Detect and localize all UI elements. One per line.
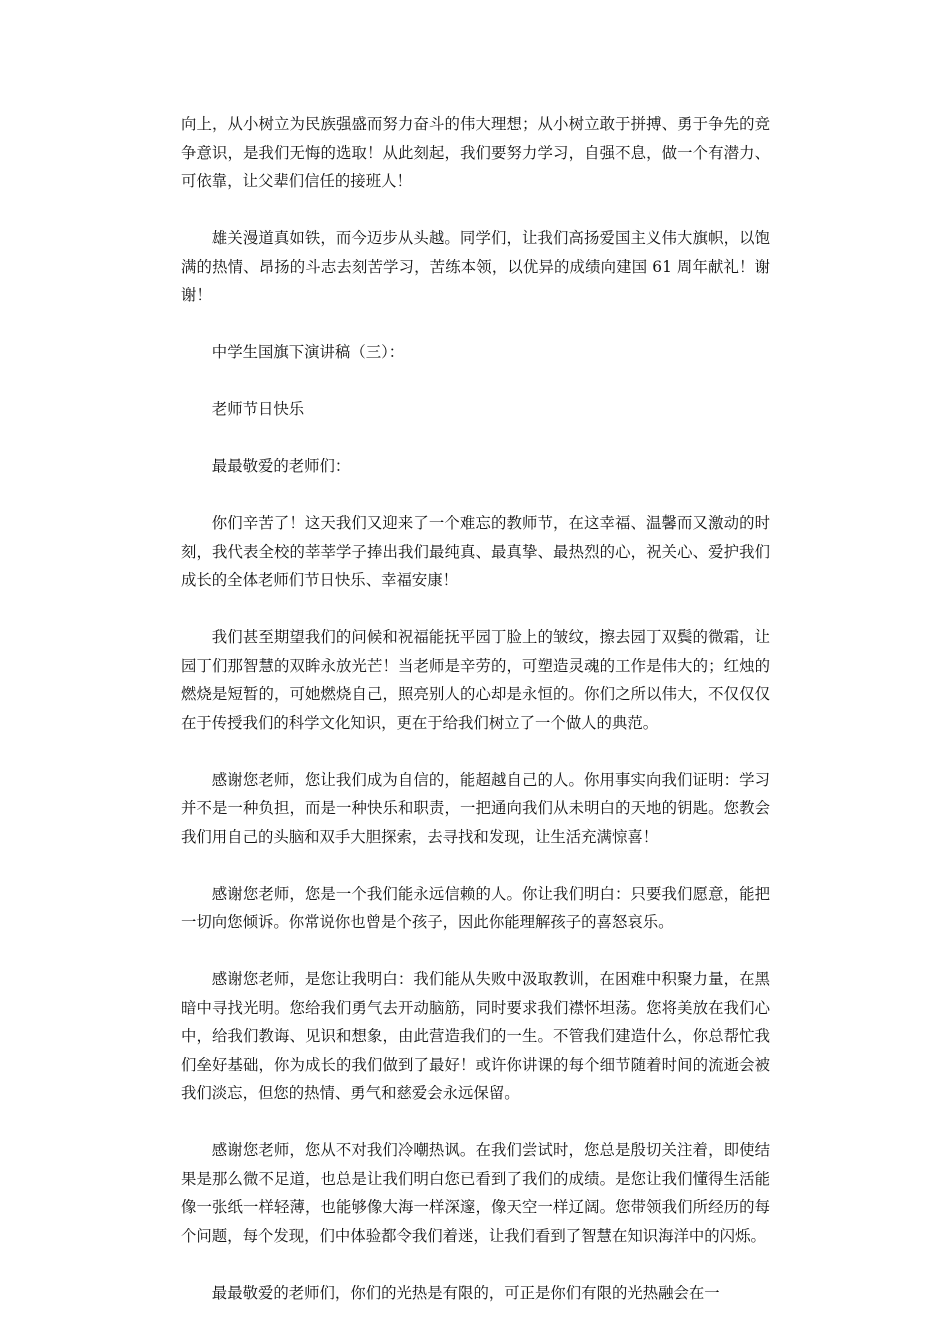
salutation: 最最敬爱的老师们： — [211, 457, 351, 475]
document-page — [181, 110, 770, 1307]
paragraph-final-truncated: 最最敬爱的老师们，你们的光热是有限的，可正是你们有限的光热融会在一 — [211, 1283, 720, 1302]
paragraph-closing-remarks: 雄关漫道真如铁，而今迈步从头越。同学们，让我们高扬爱国主义伟大旗帜，以饱满的热情、昂扬的斗志去刻苦学习，苦练本领，以优异的成绩向建国 61 周年献礼！谢谢！ — [181, 229, 770, 304]
paragraph-greeting: 你们辛苦了！这天我们又迎来了一个难忘的教师节，在这幸福、温馨而又激动的时刻，我代表全校的莘莘学子捧出我们最纯真、最真挚、最热烈的心，祝关心、爱护我们成长的全体老师们节日快乐、幸福安康！ — [181, 514, 770, 589]
section-heading: 中学生国旗下演讲稿（三）： — [211, 343, 405, 361]
paragraph-wishes: 我们甚至期望我们的问候和祝福能抚平园丁脸上的皱纹，擦去园丁双鬓的微霜，让园丁们那智慧的双眸永放光芒！当老师是辛劳的，可塑造灵魂的工作是伟大的；红烛的燃烧是短暂的，可她燃烧自己，照亮别人的心却是永恒的。你们之所以伟大，不仅仅仅在于传授我们的科学文化知识，更在于给我们树立了一个做人的典范。 — [181, 628, 770, 732]
paragraph-continuation: 向上，从小树立为民族强盛而努力奋斗的伟大理想；从小树立敢于拼搏、勇于争先的竞争意识，是我们无悔的选取！从此刻起，我们要努力学习，自强不息，做一个有潜力、可依靠，让父辈们信任的接班人！ — [181, 115, 770, 190]
speech-title: 老师节日快乐 — [211, 400, 305, 418]
paragraph-thanks-confidence: 感谢您老师，您让我们成为自信的，能超越自己的人。你用事实向我们证明：学习并不是一种负担，而是一种快乐和职责，一把通向我们从未明白的天地的钥匙。您教会我们用自己的头脑和双手大胆探索，去寻找和发现，让生活充满惊喜！ — [181, 770, 770, 846]
paragraph-thanks-trust: 感谢您老师，您是一个我们能永远信赖的人。你让我们明白：只要我们愿意，能把一切向您倾诉。你常说你也曾是个孩子，因此你能理解孩子的喜怒哀乐。 — [181, 884, 770, 931]
paragraph-thanks-lessons: 感谢您老师，是您让我明白：我们能从失败中汲取教训，在困难中积聚力量，在黑暗中寻找光明。您给我们勇气去开动脑筋，同时要求我们襟怀坦荡。您将美放在我们心中，给我们教诲、见识和想象，由此营造我们的一生。不管我们建造什么，你总帮忙我们垒好基础，你为成长的我们做到了最好！或许你讲课的每个细节随着时间的流逝会被我们淡忘，但您的热情、勇气和慈爱会永远保留。 — [181, 970, 770, 1102]
paragraph-thanks-encouragement: 感谢您老师，您从不对我们冷嘲热讽。在我们尝试时，您总是殷切关注着，即使结果是那么微不足道，也总是让我们明白您已看到了我们的成绩。是您让我们懂得生活能像一张纸一样轻薄，也能够像大海一样深邃，像天空一样辽阔。您带领我们所经历的每个问题，每个发现，们中体验都令我们着迷，让我们看到了智慧在知识海洋中的闪烁。 — [181, 1141, 770, 1245]
